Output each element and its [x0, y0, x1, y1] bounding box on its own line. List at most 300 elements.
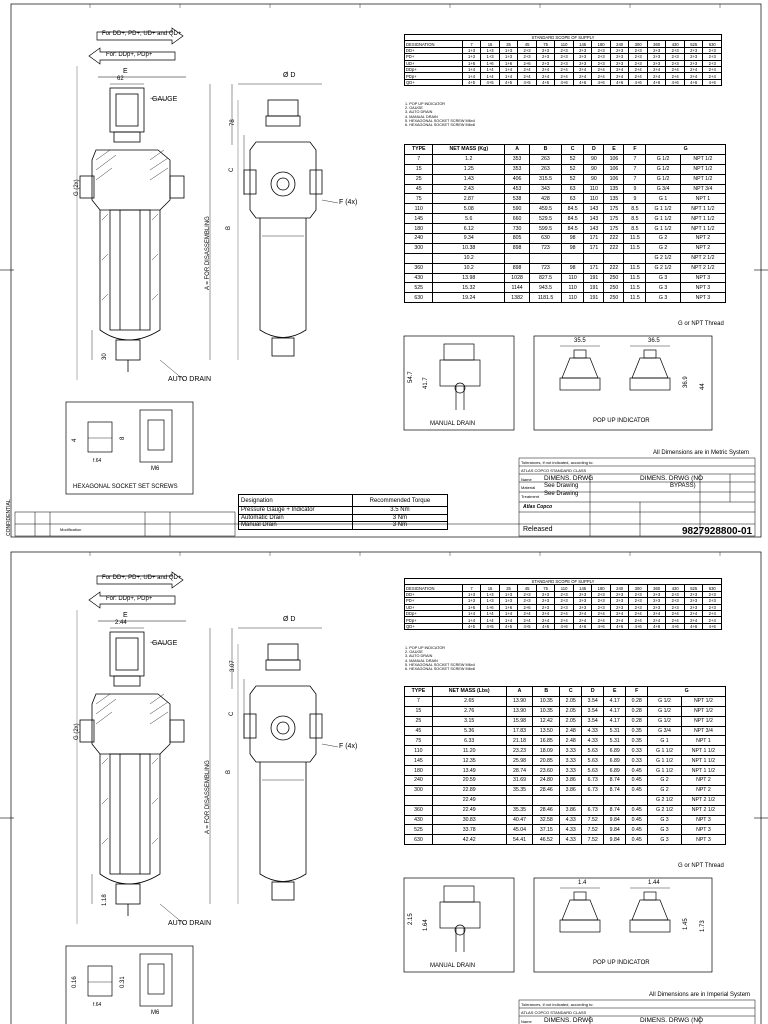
- dims-cell: 3.86: [560, 805, 582, 815]
- scope-notes: [405, 102, 475, 127]
- scope-table: [404, 578, 722, 630]
- dims-cell: 723: [530, 243, 562, 253]
- dims-header-row: [405, 145, 726, 155]
- dims-cell: 110: [561, 283, 584, 293]
- dims-cell: 2.65: [432, 696, 506, 706]
- dims-cell: 0.28: [626, 696, 648, 706]
- pu-dim-b: 1.44: [648, 880, 660, 886]
- dims-cell: 52: [561, 174, 584, 184]
- section-hatching: [96, 150, 168, 300]
- scope-cell: 2+3: [684, 604, 703, 610]
- scope-cell: 4+6: [703, 79, 722, 85]
- scope-cell: 2+3: [536, 60, 555, 66]
- arrow-label-top: For DD+, PD+, UD+ and QD+: [102, 575, 182, 581]
- dims-header-cell: F: [626, 687, 648, 697]
- dims-cell: 33.78: [432, 825, 506, 835]
- dims-cell: 15.98: [506, 716, 533, 726]
- dims-row: [405, 756, 726, 766]
- dims-cell: G 1/2: [648, 706, 682, 716]
- dims-row: [405, 726, 726, 736]
- dims-cell: 4.33: [560, 825, 582, 835]
- dims-cell: 171: [584, 234, 604, 244]
- scope-cell: 2+3: [684, 47, 703, 53]
- dims-cell: 630: [405, 835, 433, 845]
- dims-cell: 171: [584, 263, 604, 273]
- dims-cell: 6.33: [432, 736, 506, 746]
- dims-cell: G 3: [646, 273, 680, 283]
- scope-cell: 2+3: [629, 591, 648, 597]
- dims-cell: G 1 1/2: [648, 766, 682, 776]
- dims-cell: 180: [405, 766, 433, 776]
- dims-cell: 6.73: [582, 776, 604, 786]
- scope-cell: 4+5: [499, 623, 518, 629]
- od-label: Ø D: [283, 72, 296, 79]
- manual-drain-drawing: [440, 886, 480, 952]
- dim-30-value: 1.18: [102, 894, 108, 906]
- dims-cell: [604, 253, 624, 263]
- dims-cell: G 2 1/2: [648, 795, 682, 805]
- dims-row: [405, 746, 726, 756]
- dims-cell: 35.35: [506, 785, 533, 795]
- m6-label: M6: [151, 466, 160, 472]
- units-note: All Dimensions are in Metric System: [653, 450, 750, 456]
- dims-cell: NPT 2: [681, 785, 725, 795]
- dims-cell: 4.17: [604, 716, 626, 726]
- dims-cell: 10.35: [533, 706, 560, 716]
- dims-cell: 13.49: [432, 766, 506, 776]
- dims-cell: 110: [405, 746, 433, 756]
- dims-cell: 2.05: [560, 696, 582, 706]
- scope-cell: 2+3: [647, 47, 666, 53]
- scope-cell: 4+6: [629, 623, 648, 629]
- dims-header-cell: D: [584, 145, 604, 155]
- scope-table: [404, 34, 722, 86]
- dims-cell: 28.74: [506, 766, 533, 776]
- scope-cell: 2+4: [518, 73, 537, 79]
- gauge-label: GAUGE: [152, 640, 178, 647]
- scope-cell: 2+3: [647, 604, 666, 610]
- scope-cell: 2+3: [536, 47, 555, 53]
- dims-cell: 7: [405, 696, 433, 706]
- dims-cell: 106: [604, 154, 624, 164]
- dims-cell: NPT 2 1/2: [681, 795, 725, 805]
- scope-cell: 2+4: [629, 617, 648, 623]
- dims-cell: 106: [604, 164, 624, 174]
- dims-cell: 40.47: [506, 815, 533, 825]
- scope-notes: [405, 646, 475, 671]
- dims-cell: [505, 253, 530, 263]
- torque-cell: 3 Nm: [352, 522, 447, 530]
- scope-cell: 2+4: [518, 617, 537, 623]
- dims-cell: 30.83: [432, 815, 506, 825]
- m6-label: M6: [151, 1010, 160, 1016]
- dims-cell: 406: [505, 174, 530, 184]
- f4x-label: F (4x): [339, 199, 358, 206]
- scope-cell: 2+4: [684, 617, 703, 623]
- dims-cell: [405, 795, 433, 805]
- b-label: B: [226, 225, 232, 230]
- scope-cell: 2+4: [555, 73, 574, 79]
- dim-4-value: 4: [72, 438, 78, 442]
- dims-cell: 46.52: [533, 835, 560, 845]
- dims-cell: G 3: [648, 825, 682, 835]
- note: 2. GAUGE: [405, 106, 423, 111]
- dims-cell: 4.33: [560, 815, 582, 825]
- scope-cell: 2+3: [592, 598, 611, 604]
- scope-cell: 4+6: [666, 79, 685, 85]
- note: 3. AUTO DRAIN: [405, 654, 433, 659]
- scope-cell: 2+3: [647, 591, 666, 597]
- dims-cell: 54.41: [506, 835, 533, 845]
- auto-drain-label: AUTO DRAIN: [168, 920, 212, 927]
- dims-row: [405, 273, 726, 283]
- dims-cell: 11.20: [432, 746, 506, 756]
- dims-header-cell: D: [582, 687, 604, 697]
- pu-dim-c: 36.9: [683, 376, 689, 388]
- dims-cell: 5.36: [432, 726, 506, 736]
- scope-cell: 2+4: [536, 73, 555, 79]
- dims-cell: 25.98: [506, 756, 533, 766]
- tb-name-label: Name: [521, 477, 532, 482]
- dim-4-value: 0.16: [72, 976, 78, 988]
- dims-cell: 22.89: [432, 785, 506, 795]
- dims-cell: 0.35: [626, 736, 648, 746]
- dims-cell: 8.5: [624, 214, 646, 224]
- dims-cell: 11.5: [624, 273, 646, 283]
- c-label: C: [229, 711, 235, 716]
- tb-treatment: See Drawing: [544, 491, 579, 497]
- scope-cell: 45: [518, 41, 537, 47]
- scope-cell: 2+4: [610, 73, 629, 79]
- scope-cell: 4+5: [462, 79, 481, 85]
- dims-cell: 263: [530, 154, 562, 164]
- dims-cell: 2.87: [433, 194, 505, 204]
- dims-cell: 22.49: [432, 795, 506, 805]
- scope-row: [405, 79, 722, 85]
- dims-cell: G 3: [646, 283, 680, 293]
- scope-cell: 75: [536, 585, 555, 591]
- hex-screw-drawings: [88, 410, 172, 462]
- scope-cell: 4+6: [555, 79, 574, 85]
- scope-cell: 2+4: [573, 617, 592, 623]
- dims-row: [405, 825, 726, 835]
- metric-dimension-table: [404, 144, 726, 303]
- dims-cell: G 2: [648, 785, 682, 795]
- dims-cell: 525: [405, 283, 433, 293]
- scope-cell: 2+3: [647, 54, 666, 60]
- dim-8-value: 0.31: [120, 976, 126, 988]
- dims-cell: 7.52: [582, 835, 604, 845]
- dims-cell: 805: [505, 234, 530, 244]
- scope-cell: 300: [629, 585, 648, 591]
- scope-cell: DDp+: [405, 66, 463, 72]
- dims-cell: 590: [505, 204, 530, 214]
- scope-cell: UD+: [405, 604, 463, 610]
- scope-cell: 4+6: [555, 623, 574, 629]
- confidential-stamp: CONFIDENTIAL: [6, 499, 12, 536]
- dims-cell: 0.45: [626, 766, 648, 776]
- torque-cell: Automatic Drain: [239, 514, 353, 522]
- dims-cell: NPT 3: [680, 293, 725, 303]
- dims-cell: 525: [405, 825, 433, 835]
- dims-cell: 143: [584, 224, 604, 234]
- dims-header-cell: TYPE: [405, 145, 433, 155]
- dims-cell: 2.76: [432, 706, 506, 716]
- scope-cell: 2+4: [573, 73, 592, 79]
- scope-cell: 2+3: [610, 591, 629, 597]
- dims-cell: 300: [405, 785, 433, 795]
- scope-cell: 2+3: [610, 604, 629, 610]
- scope-cell: 2+4: [592, 617, 611, 623]
- dims-cell: G 1 1/2: [646, 204, 680, 214]
- scope-cell: 2+4: [666, 73, 685, 79]
- dims-cell: G 3: [646, 293, 680, 303]
- scope-cell: 360: [647, 585, 666, 591]
- dims-cell: 13.90: [506, 696, 533, 706]
- scope-cell: 2+4: [703, 610, 722, 616]
- dims-cell: 250: [604, 283, 624, 293]
- dims-header-cell: A: [505, 145, 530, 155]
- dims-cell: 1.25: [433, 164, 505, 174]
- dims-cell: 5.31: [604, 726, 626, 736]
- dims-row: [405, 293, 726, 303]
- dims-cell: 25: [405, 716, 433, 726]
- dims-row: [405, 224, 726, 234]
- dims-cell: 353: [505, 164, 530, 174]
- dims-cell: 453: [505, 184, 530, 194]
- scope-cell: 2+4: [592, 66, 611, 72]
- scope-cell: 1+4: [462, 610, 481, 616]
- dims-cell: 5.63: [582, 746, 604, 756]
- dim-8-value: 8: [120, 436, 126, 440]
- dims-cell: 222: [604, 234, 624, 244]
- tb-standard: ATLAS COPCO STANDARD CLASS: [521, 1010, 587, 1015]
- dims-row: [405, 766, 726, 776]
- dims-cell: 15: [405, 164, 433, 174]
- dims-cell: 10.2: [433, 253, 505, 263]
- dims-row: [405, 253, 726, 263]
- gauge-label: GAUGE: [152, 96, 178, 103]
- dims-cell: 2.05: [560, 716, 582, 726]
- scope-cell: 1+3: [499, 54, 518, 60]
- scope-cell: UD+: [405, 60, 463, 66]
- dims-cell: 13.90: [506, 706, 533, 716]
- dims-cell: 9: [624, 194, 646, 204]
- scope-cell: 7: [462, 585, 481, 591]
- scope-cell: 2+3: [573, 54, 592, 60]
- md-dim-a: 54.7: [408, 371, 414, 383]
- scope-cell: 2+4: [703, 617, 722, 623]
- scope-cell: 525: [684, 585, 703, 591]
- tb-tolerance: Tolerances, if not indicated, according to:: [521, 460, 594, 465]
- dim-f64-value: f.64: [93, 1002, 102, 1008]
- dims-cell: 3.54: [582, 696, 604, 706]
- dims-cell: 22.49: [432, 805, 506, 815]
- dims-cell: 25: [405, 174, 433, 184]
- dims-row: [405, 174, 726, 184]
- tb-status: Released: [523, 526, 553, 533]
- dims-cell: 430: [405, 273, 433, 283]
- scope-cell: 2+3: [647, 60, 666, 66]
- popup-indicator-drawing: [560, 888, 670, 932]
- torque-header: Designation: [239, 495, 353, 507]
- scope-cell: 1+4: [481, 610, 500, 616]
- dims-cell: 110: [561, 273, 584, 283]
- dims-cell: 7: [624, 174, 646, 184]
- thread-note: G or NPT Thread: [678, 321, 724, 327]
- scope-cell: 25: [499, 41, 518, 47]
- md-dim-b: 1.64: [423, 919, 429, 931]
- scope-cell: 2+3: [592, 60, 611, 66]
- scope-cell: 4+6: [592, 623, 611, 629]
- dims-cell: NPT 1/2: [681, 696, 725, 706]
- dims-cell: 75: [405, 194, 433, 204]
- dims-header-cell: E: [604, 145, 624, 155]
- dims-cell: 599.5: [530, 224, 562, 234]
- scope-cell: 2+3: [518, 54, 537, 60]
- dims-cell: 23.23: [506, 746, 533, 756]
- dims-cell: G 1/2: [646, 174, 680, 184]
- dims-cell: 4.17: [604, 696, 626, 706]
- scope-cell: DD+: [405, 591, 463, 597]
- manual-drain-caption: MANUAL DRAIN: [430, 963, 476, 969]
- dims-cell: 52: [561, 154, 584, 164]
- dims-header-cell: F: [624, 145, 646, 155]
- dims-row: [405, 164, 726, 174]
- dims-cell: NPT 3: [681, 835, 725, 845]
- scope-title: STANDARD SCOPE OF SUPPLY: [405, 579, 722, 585]
- dims-cell: [506, 795, 533, 805]
- dims-cell: 6.89: [604, 746, 626, 756]
- dims-cell: 12.42: [533, 716, 560, 726]
- scope-cell: DESIGNATION: [405, 585, 463, 591]
- dims-cell: 2.48: [560, 736, 582, 746]
- dims-cell: 0.28: [626, 716, 648, 726]
- dims-cell: 143: [584, 214, 604, 224]
- dims-cell: 459.5: [530, 204, 562, 214]
- scope-cell: 4+5: [518, 623, 537, 629]
- arrow-label-bottom: For: DDp+, PDp+: [106, 52, 153, 58]
- scope-cell: 2+3: [666, 60, 685, 66]
- dims-cell: NPT 1 1/2: [681, 766, 725, 776]
- scope-cell: 2+4: [592, 73, 611, 79]
- scope-cell: 2+3: [610, 598, 629, 604]
- scope-cell: 2+4: [684, 610, 703, 616]
- scope-cell: 4+5: [518, 79, 537, 85]
- tb-treatment-label: Treatment: [521, 494, 540, 499]
- dims-cell: 7.52: [582, 815, 604, 825]
- dims-cell: 11.5: [624, 243, 646, 253]
- dims-row: [405, 243, 726, 253]
- tb-modification: Modification: [60, 527, 82, 532]
- dims-row: [405, 805, 726, 815]
- scope-cell: 2+3: [666, 604, 685, 610]
- dims-cell: 538: [505, 194, 530, 204]
- scope-cell: 2+3: [536, 598, 555, 604]
- scope-cell: 4+6: [647, 623, 666, 629]
- scope-cell: 2+3: [518, 47, 537, 53]
- dims-cell: 0.33: [626, 746, 648, 756]
- scope-cell: QD+: [405, 623, 463, 629]
- pu-dim-a: 1.4: [578, 880, 587, 886]
- section-hatching: [96, 694, 168, 844]
- dims-header-cell: G: [646, 145, 726, 155]
- dims-cell: NPT 2: [680, 234, 725, 244]
- dims-cell: G 2: [646, 243, 680, 253]
- scope-cell: 2+3: [666, 47, 685, 53]
- scope-cell: PD+: [405, 598, 463, 604]
- dims-cell: 20.59: [432, 776, 506, 786]
- dims-cell: 250: [604, 293, 624, 303]
- dims-cell: G 3: [648, 815, 682, 825]
- dims-row: [405, 204, 726, 214]
- scope-cell: 2+3: [555, 604, 574, 610]
- scope-cell: 2+3: [555, 598, 574, 604]
- dims-cell: 1181.5: [530, 293, 562, 303]
- dims-cell: G 3/4: [646, 184, 680, 194]
- dims-cell: 0.28: [626, 706, 648, 716]
- scope-cell: 2+3: [666, 591, 685, 597]
- dims-cell: 98: [561, 263, 584, 273]
- f4x-label: F (4x): [339, 743, 358, 750]
- tb-standard: ATLAS COPCO STANDARD CLASS: [521, 468, 587, 473]
- dims-cell: 42.42: [432, 835, 506, 845]
- scope-cell: 4+6: [573, 79, 592, 85]
- dims-cell: 145: [405, 214, 433, 224]
- dims-cell: 360: [405, 805, 433, 815]
- company-logo: Atlas Copco: [523, 504, 553, 510]
- scope-cell: 2+3: [647, 598, 666, 604]
- dims-cell: [604, 795, 626, 805]
- dims-cell: 11.5: [624, 234, 646, 244]
- scope-cell: 2+4: [610, 66, 629, 72]
- dims-cell: [626, 795, 648, 805]
- dims-cell: 110: [561, 293, 584, 303]
- scope-cell: 4+6: [666, 623, 685, 629]
- scope-cell: 1+4: [499, 66, 518, 72]
- dims-cell: 2.43: [433, 184, 505, 194]
- dims-cell: 3.33: [560, 756, 582, 766]
- dims-cell: 3.54: [582, 716, 604, 726]
- scope-cell: 2+4: [684, 73, 703, 79]
- dims-cell: 222: [604, 263, 624, 273]
- dims-cell: NPT 3/4: [680, 184, 725, 194]
- dims-cell: 0.45: [626, 805, 648, 815]
- torque-table: [238, 494, 448, 530]
- scope-cell: 1+3: [499, 591, 518, 597]
- dims-cell: G 3/4: [648, 726, 682, 736]
- tb-dimens-drwg: DIMENS. DRWG: [544, 1017, 594, 1024]
- dims-cell: G 2: [646, 234, 680, 244]
- dims-cell: 1382: [505, 293, 530, 303]
- scope-cell: 2+3: [629, 60, 648, 66]
- scope-cell: 2+4: [647, 610, 666, 616]
- dims-header-cell: G: [648, 687, 726, 697]
- dims-cell: 6.89: [604, 756, 626, 766]
- scope-cell: 2+4: [666, 610, 685, 616]
- dims-cell: 17.83: [506, 726, 533, 736]
- scope-cell: 2+3: [703, 60, 722, 66]
- scope-cell: 4+5: [481, 79, 500, 85]
- scope-cell: 2+3: [555, 54, 574, 60]
- scope-cell: 2+3: [666, 598, 685, 604]
- dims-cell: 143: [584, 204, 604, 214]
- scope-cell: 7: [462, 41, 481, 47]
- dims-header-cell: NET MASS (Lbs): [432, 687, 506, 697]
- dims-cell: 110: [584, 184, 604, 194]
- dims-cell: [624, 253, 646, 263]
- dims-cell: 8.5: [624, 204, 646, 214]
